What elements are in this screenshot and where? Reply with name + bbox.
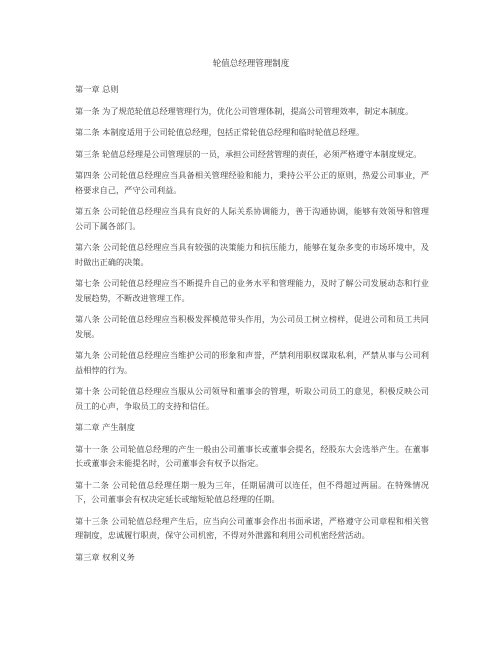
- document-body: [75, 82, 429, 571]
- article-paragraph: 第十三条 公司轮值总经理产生后，应当向公司董事会作出书面承诺，严格遵守公司章程和相关管理制度，忠诚履行职责，保守公司机密，不得对外泄露和利用公司机密经营活动。: [75, 515, 429, 540]
- article-paragraph: 第六条 公司轮值总经理应当具有较强的决策能力和抗压能力，能够在复杂多变的市场环境中，及时做出正确的决策。: [75, 242, 429, 267]
- article-paragraph: 第二条 本制度适用于公司轮值总经理，包括正常轮值总经理和临时轮值总经理。: [75, 127, 365, 137]
- article-paragraph: 第五条 公司轮值总经理应当具有良好的人际关系协调能力，善于沟通协调，能够有效领导和管理公司下属各部门。: [75, 206, 429, 231]
- article-paragraph: 第八条 公司轮值总经理应当积极发挥模范带头作用，为公司员工树立榜样，促进公司和员工共同发展。: [75, 314, 429, 339]
- article-paragraph: 第一条 为了规范轮值总经理管理行为，优化公司管理体制，提高公司管理效率，制定本制度。: [75, 105, 414, 116]
- chapter-heading: 第一章 总则: [75, 84, 119, 94]
- document-title: 轮值总经理管理制度: [212, 59, 290, 69]
- article-paragraph: 第四条 公司轮值总经理应当具备相关管理经验和能力，秉持公平公正的原则，热爱公司事业，严格要求自己，严守公司利益。: [75, 170, 429, 195]
- article-paragraph: 第十条 公司轮值总经理应当服从公司领导和董事会的管理，听取公司员工的意见，积极反映公司员工的心声，争取员工的支持和信任。: [75, 386, 429, 411]
- article-paragraph: 第三条 轮值总经理是公司管理层的一员，承担公司经营管理的责任，必须严格遵守本制度规定。: [75, 148, 422, 159]
- article-paragraph: 第九条 公司轮值总经理应当维护公司的形象和声誉，严禁利用职权谋取私利，严禁从事与公司利益相悖的行为。: [75, 350, 429, 375]
- article-paragraph: 第七条 公司轮值总经理应当不断提升自己的业务水平和管理能力，及时了解公司发展动态和行业发展趋势，不断改进管理工作。: [75, 278, 429, 303]
- article-paragraph: 第十一条 公司轮值总经理的产生一般由公司董事长或董事会提名，经股东大会选举产生。在董事长或董事会未能提名时，公司董事会有权予以指定。: [75, 443, 429, 468]
- chapter-heading: 第三章 权利义务: [75, 551, 135, 562]
- chapter-heading: 第二章 产生制度: [75, 422, 135, 432]
- article-paragraph: 第十二条 公司轮值总经理任期一般为三年，任期届满可以连任，但不得超过两届。在特殊情况下，公司董事会有权决定延长或缩短轮值总经理的任期。: [75, 479, 429, 504]
